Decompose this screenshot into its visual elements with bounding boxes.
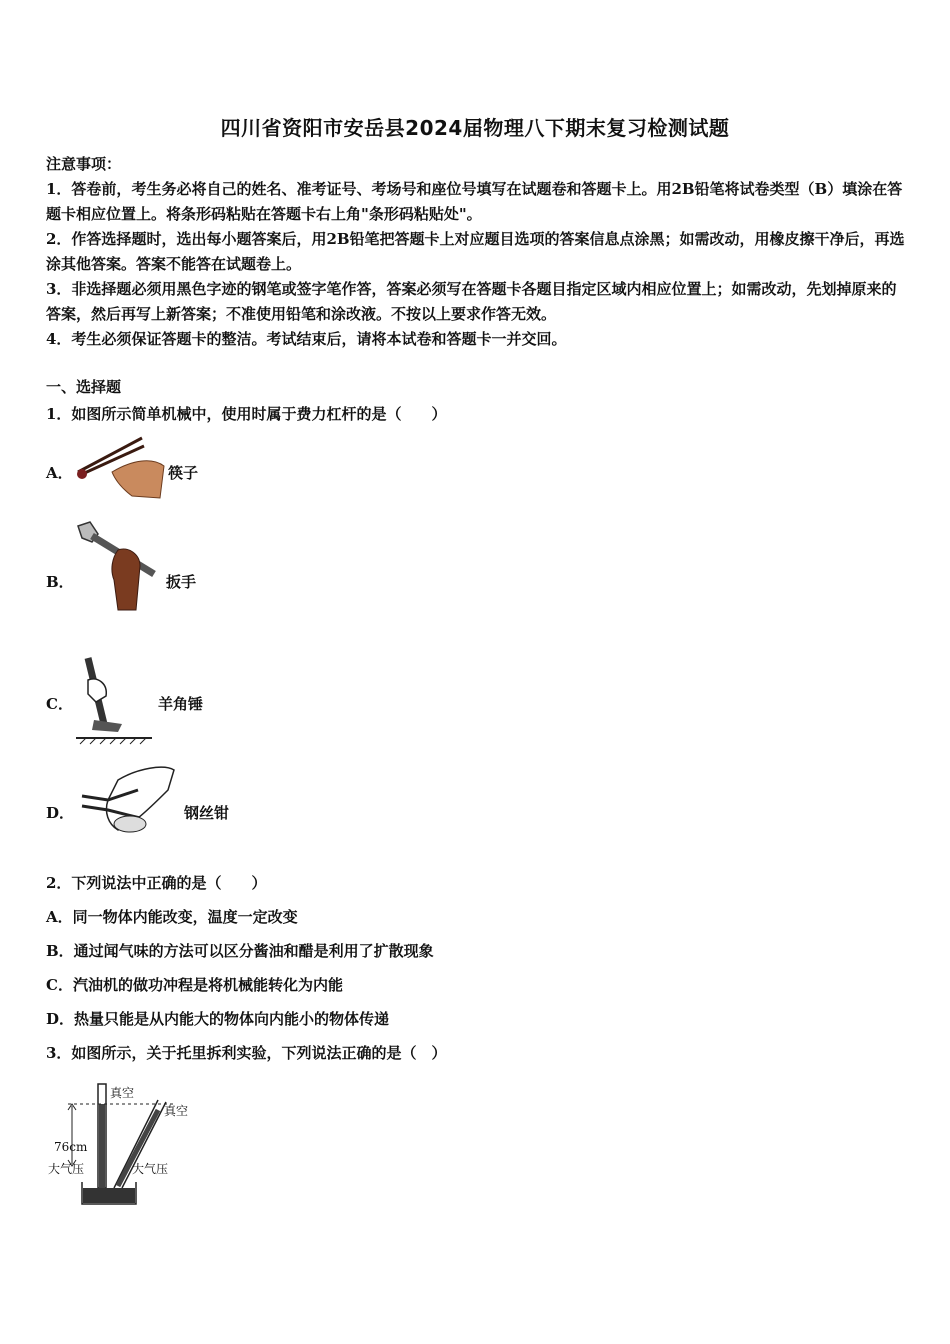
q1-option-a-text: 筷子 [168, 464, 199, 482]
notice-heading: 注意事项： [46, 155, 122, 173]
notice-item: 2．作答选择题时，选出每小题答案后，用2B铅笔把答题卡上对应题目选项的答案信息点涂黑；如需改动，用橡皮擦干净后，再选涂其他答案。答案不能答在试题卷上。 [46, 230, 905, 273]
atm-label-right: 大气压 [132, 1162, 169, 1176]
notice-item: 4．考生必须保证答题卡的整洁。考试结束后，请将本试卷和答题卡一并交回。 [46, 330, 567, 348]
notice-item: 1．答卷前，考生务必将自己的姓名、准考证号、考场号和座位号填写在试题卷和答题卡上。用2B铅笔将试卷类型（B）填涂在答题卡相应位置上。将条形码粘贴在答题卡右上角"条形码粘贴处"。 [46, 180, 903, 223]
q1-option-a-letter: A． [46, 464, 73, 482]
notice-block [46, 152, 906, 352]
question-2-stem: 2．下列说法中正确的是（ ） [46, 874, 267, 892]
q2-option: D．热量只能是从内能大的物体向内能小的物体传递 [46, 1010, 390, 1028]
torricelli-figure [46, 1080, 206, 1212]
claw-hammer-illustration-icon [74, 654, 154, 746]
q1-option-c-text: 羊角锤 [158, 695, 204, 713]
atm-label-left: 大气压 [48, 1162, 85, 1176]
vacuum-label-right: 真空 [164, 1104, 189, 1118]
page-title: 四川省资阳市安岳县2024届物理八下期末复习检测试题 [220, 116, 730, 140]
q1-option-b-text: 扳手 [166, 573, 197, 591]
notice-item: 3．非选择题必须用黑色字迹的钢笔或签字笔作答，答案必须写在答题卡各题目指定区域内相应位置上；如需改动，先划掉原来的答案，然后再写上新答案；不准使用铅笔和涂改液。不按以上要求作答无效。 [46, 280, 897, 323]
q1-option-d-letter: D． [46, 804, 75, 822]
q1-option-b-letter: B． [46, 573, 74, 591]
pliers-illustration-icon [78, 760, 178, 840]
q1-option-c-letter: C． [46, 695, 73, 713]
height-label: 76cm [54, 1140, 88, 1154]
q1-option-d-text: 钢丝钳 [184, 804, 230, 822]
question-3-stem: 3．如图所示，关于托里拆利实验，下列说法正确的是（ ） [46, 1044, 447, 1062]
section-heading: 一、选择题 [46, 378, 122, 396]
q2-option: B．通过闻气味的方法可以区分酱油和醋是利用了扩散现象 [46, 942, 434, 960]
vacuum-label-left: 真空 [110, 1086, 135, 1100]
wrench-illustration-icon [74, 520, 164, 612]
chopsticks-illustration-icon [72, 432, 167, 500]
q2-option: A．同一物体内能改变，温度一定改变 [46, 908, 298, 926]
question-1-stem: 1．如图所示简单机械中，使用时属于费力杠杆的是（ ） [46, 405, 447, 423]
q2-option: C．汽油机的做功冲程是将机械能转化为内能 [46, 976, 343, 994]
